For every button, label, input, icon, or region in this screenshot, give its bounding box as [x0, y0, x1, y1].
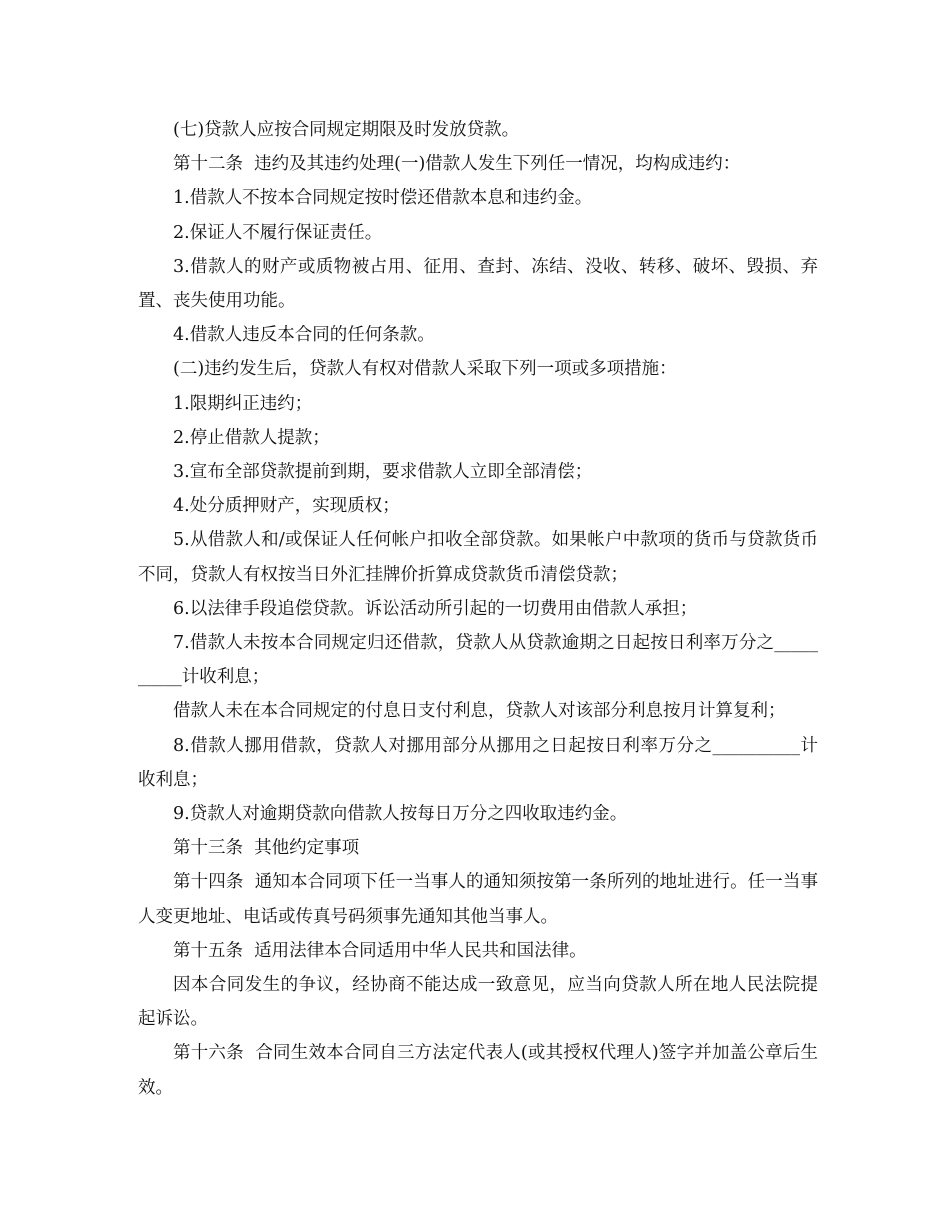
paragraph-12: 5.从借款人和/或保证人任何帐户扣收全部贷款。如果帐户中款项的货币与贷款货币不同，贷款人有权按当日外汇挂牌价折算成贷款货币清偿贷款； — [138, 530, 818, 585]
paragraph-22: 第十六条 合同生效本合同自三方法定代表人(或其授权代理人)签字并加盖公章后生效。 — [138, 1043, 818, 1098]
paragraph-18: 第十三条 其他约定事项 — [173, 838, 360, 859]
paragraph-10: 3.宣布全部贷款提前到期，要求借款人立即全部清偿； — [173, 462, 593, 483]
paragraph-4: 2.保证人不履行保证责任。 — [173, 222, 383, 243]
document-body — [138, 113, 818, 1105]
paragraph-16: 8.借款人挪用借款，贷款人对挪用部分从挪用之日起按日利率万分之__________计收利息； — [138, 735, 818, 790]
paragraph-17: 9.贷款人对逾期贷款向借款人按每日万分之四收取违约金。 — [173, 804, 628, 825]
paragraph-19: 第十四条 通知本合同项下任一当事人的通知须按第一条所列的地址进行。任一当事人变更地址、电话或传真号码须事先通知其他当事人。 — [138, 872, 818, 927]
paragraph-8: 1.限期纠正违约； — [173, 393, 313, 414]
paragraph-6: 4.借款人违反本合同的任何条款。 — [173, 325, 435, 346]
paragraph-21: 因本合同发生的争议，经协商不能达成一致意见，应当向贷款人所在地人民法院提起诉讼。 — [138, 975, 818, 1030]
paragraph-1: (七)贷款人应按合同规定期限及时发放贷款。 — [173, 120, 520, 140]
paragraph-11: 4.处分质押财产，实现质权； — [173, 496, 400, 517]
paragraph-7: (二)违约发生后，贷款人有权对借款人采取下列一项或多项措施： — [173, 359, 677, 380]
paragraph-2: 第十二条 违约及其违约处理(一)借款人发生下列任一情况，均构成违约： — [173, 154, 741, 175]
paragraph-5: 3.借款人的财产或质物被占用、征用、查封、冻结、没收、转移、破坏、毁损、弃置、丧失使用功能。 — [138, 256, 818, 312]
paragraph-20: 第十五条 适用法律本合同适用中华人民共和国法律。 — [173, 940, 587, 961]
paragraph-15: 借款人未在本合同规定的付息日支付利息，贷款人对该部分利息按月计算复利； — [173, 701, 786, 722]
paragraph-9: 2.停止借款人提款； — [173, 427, 330, 448]
paragraph-13: 6.以法律手段追偿贷款。诉讼活动所引起的一切费用由借款人承担； — [173, 598, 698, 619]
paragraph-3: 1.借款人不按本合同规定按时偿还借款本息和违约金。 — [173, 188, 593, 209]
paragraph-14: 7.借款人未按本合同规定归还借款，贷款人从贷款逾期之日起按日利率万分之__________计收利息； — [138, 633, 818, 688]
